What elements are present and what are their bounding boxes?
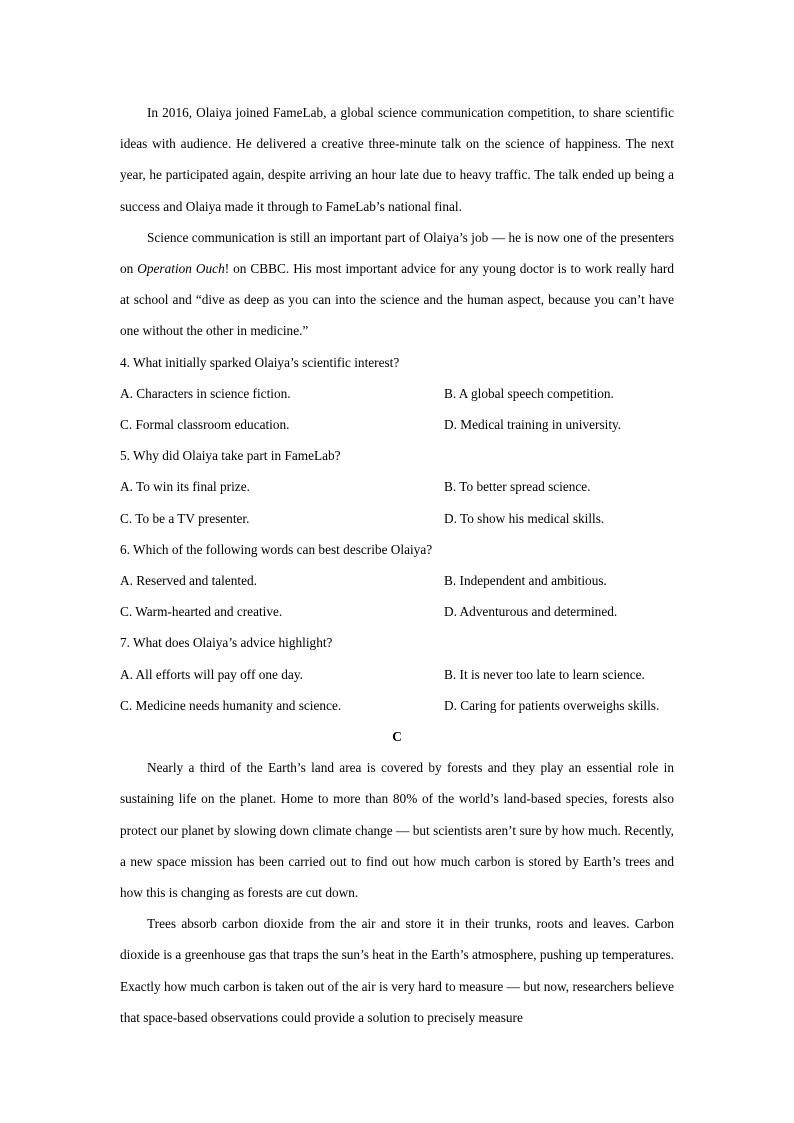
options-row — [120, 409, 674, 440]
option-c: C. Medicine needs humanity and science. — [120, 697, 342, 713]
show-title: Operation Ouch — [137, 261, 225, 277]
options-row — [120, 659, 674, 690]
paragraph-text: ! on CBBC. His most important advice for any young doctor is to work really hard at school and “dive as deep as you can into the science and the human aspect, because you can’t have one without the other in medicine.” — [120, 261, 675, 339]
options-row — [120, 378, 674, 409]
option-a: A. To win its final prize. — [120, 479, 250, 495]
question-7 — [120, 627, 674, 721]
options-row — [120, 690, 674, 721]
option-d: D. Caring for patients overweighs skills. — [444, 697, 660, 713]
option-d: D. Adventurous and determined. — [444, 604, 618, 620]
paragraph-text: Science communication is still an important part of Olaiya’s job — he is now one of the presenters on — [120, 229, 674, 277]
passage-paragraph: Trees absorb carbon dioxide from the air and store it in their trunks, roots and leaves. Carbon dioxide is a greenhouse gas that traps the sun’s heat in the Earth’s atmosphere, pushing up temperatures. Exactly how much carbon is taken out of the air is very hard to measure — but now, researchers believe that space-based observations could provide a solution to precisely measure — [120, 916, 674, 1025]
passage-paragraph: In 2016, Olaiya joined FameLab, a global science communication competition, to share scientific ideas with audience. He delivered a creative three-minute talk on the science of happiness. The next year, he participated again, despite arriving an hour late due to heavy traffic. The talk ended up being a success and Olaiya made it through to FameLab’s national final. — [120, 105, 674, 214]
option-a: A. Characters in science fiction. — [120, 385, 291, 401]
option-b: B. To better spread science. — [444, 479, 591, 495]
option-c: C. To be a TV presenter. — [120, 510, 250, 526]
option-c: C. Formal classroom education. — [120, 417, 290, 433]
question-4 — [120, 347, 674, 441]
question-5 — [120, 440, 674, 534]
option-c: C. Warm-hearted and creative. — [120, 604, 283, 620]
options-row — [120, 565, 674, 596]
option-d: D. To show his medical skills. — [444, 510, 605, 526]
question-stem: 5. Why did Olaiya take part in FameLab? — [120, 448, 341, 464]
option-d: D. Medical training in university. — [444, 417, 622, 433]
option-a: A. Reserved and talented. — [120, 573, 257, 589]
question-stem: 4. What initially sparked Olaiya’s scientific interest? — [120, 354, 400, 370]
option-b: B. It is never too late to learn science. — [444, 666, 645, 682]
option-b: B. Independent and ambitious. — [444, 573, 607, 589]
option-b: B. A global speech competition. — [444, 385, 614, 401]
document-page — [120, 97, 674, 1033]
passage-paragraph: Nearly a third of the Earth’s land area is covered by forests and they play an essential role in sustaining life on the planet. Home to more than 80% of the world’s land-based species, forests also protect our planet by slowing down climate change — but scientists aren’t sure by how much. Recently, a new space mission has been carried out to find out how much carbon is stored by Earth’s trees and how this is changing as forests are cut down. — [120, 760, 674, 901]
question-stem: 7. What does Olaiya’s advice highlight? — [120, 635, 333, 651]
question-6 — [120, 534, 674, 628]
options-row — [120, 596, 674, 627]
option-a: A. All efforts will pay off one day. — [120, 666, 303, 682]
question-stem: 6. Which of the following words can best describe Olaiya? — [120, 541, 433, 557]
passage-paragraph — [120, 222, 674, 347]
section-title: C — [392, 729, 402, 745]
options-row — [120, 503, 674, 534]
options-row — [120, 471, 674, 502]
